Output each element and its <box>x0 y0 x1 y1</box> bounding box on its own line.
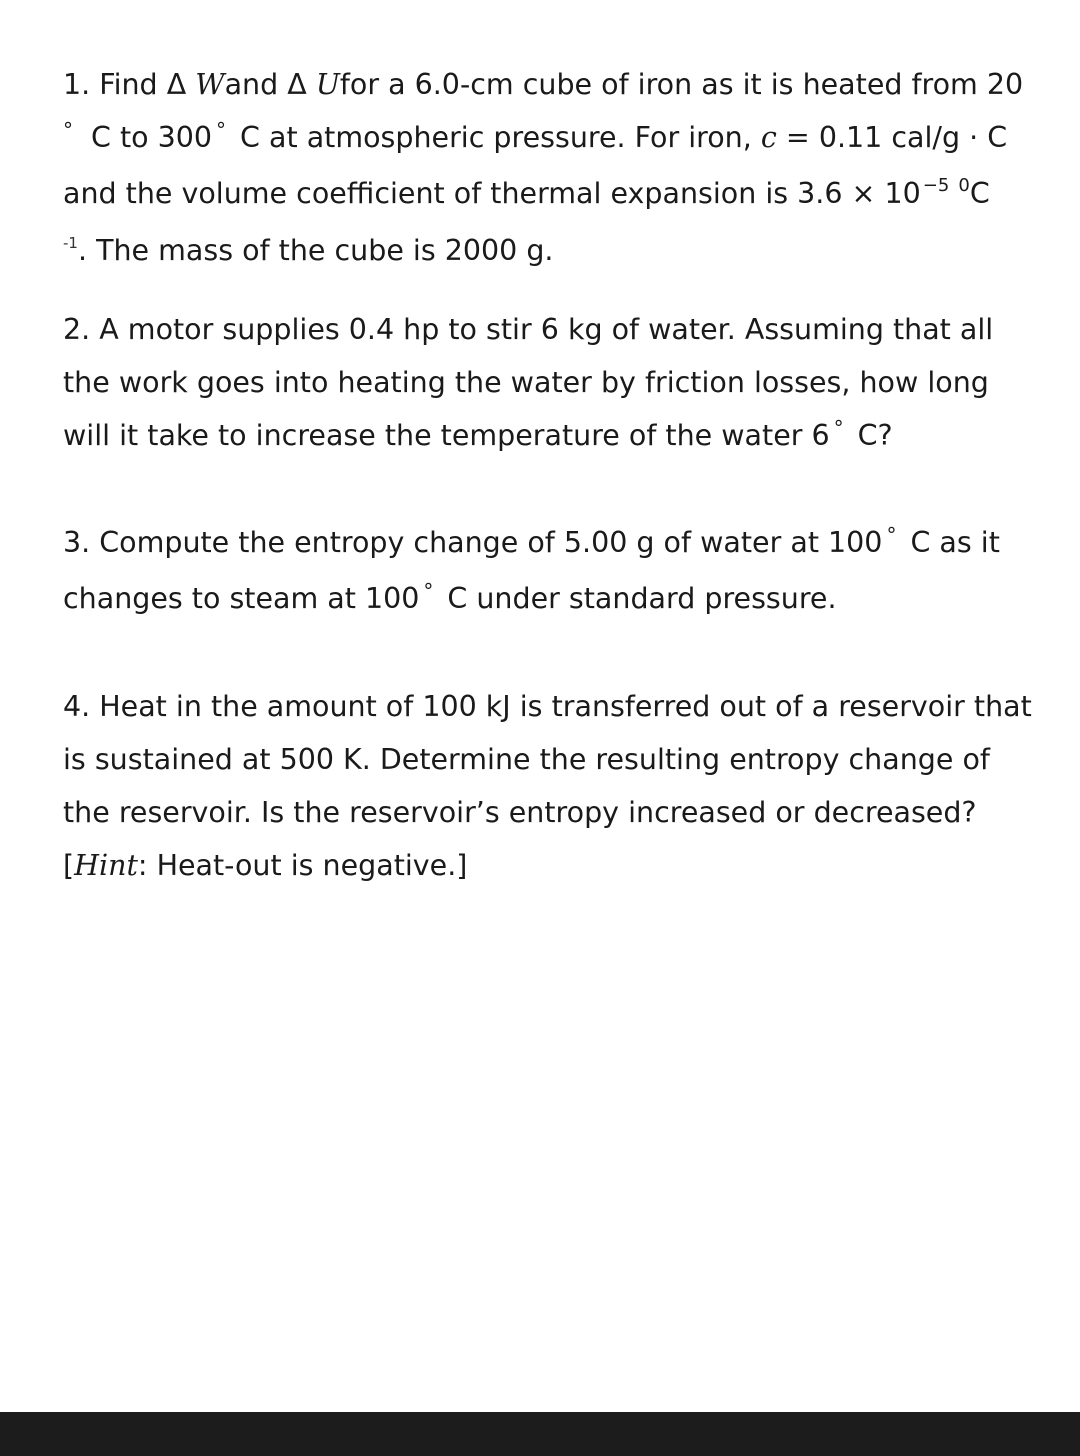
degree-symbol: ° <box>886 523 897 547</box>
problem-4-line-2: is sustained at 500 K. Determine the resulting entropy change of <box>63 743 990 776</box>
text: 3. Compute the entropy change of 5.00 g of water at 100 <box>63 526 883 559</box>
unit: C <box>969 177 990 210</box>
problem-2 <box>63 303 1053 465</box>
problem-2-line-2: the work goes into heating the water by friction losses, how long <box>63 366 989 399</box>
degree-symbol: ° <box>833 416 844 440</box>
problem-1-line-4 <box>63 224 1053 282</box>
problem-4-line-1: 4. Heat in the amount of 100 kJ is transferred out of a reservoir that <box>63 690 1032 723</box>
colon: : <box>137 849 148 882</box>
text: C at atmospheric pressure. For iron, <box>240 121 761 154</box>
degree-symbol: ° <box>216 118 227 142</box>
text: changes to steam at 100 <box>63 582 420 615</box>
text: C as it <box>910 526 1000 559</box>
problem-1-line-3 <box>63 167 1053 224</box>
energy-variable: U <box>315 68 340 101</box>
exponent: -1 <box>63 234 78 252</box>
problem-3-line-2 <box>63 572 1053 628</box>
delta-symbol: Δ <box>166 68 187 101</box>
problem-1 <box>63 58 1053 282</box>
degree-symbol: ° <box>423 579 434 603</box>
text: C? <box>857 419 893 452</box>
exponent: −5 <box>922 175 950 196</box>
problem-1-line-1 <box>63 58 1053 111</box>
text: and the volume coefficient of thermal expansion is 3.6 × 10 <box>63 177 921 210</box>
delta-symbol: Δ <box>287 68 307 101</box>
hint-label: Hint <box>74 849 138 882</box>
problem-3 <box>63 516 1053 628</box>
text: and <box>224 68 288 101</box>
text: . The mass of the cube is 2000 g. <box>77 234 554 267</box>
work-variable: W <box>195 68 225 101</box>
bottom-navigation-bar <box>0 1412 1080 1456</box>
problem-3-line-1 <box>63 516 1053 572</box>
specific-heat-value: 0.11 cal/g · C <box>818 121 1008 154</box>
problem-4 <box>63 680 1053 892</box>
specific-heat-variable: c <box>760 121 777 154</box>
text: C under standard pressure. <box>447 582 837 615</box>
problem-list <box>63 58 1053 892</box>
bracket: ] <box>456 849 468 882</box>
degree-superscript: 0 <box>958 175 970 196</box>
bracket: [ <box>63 849 75 882</box>
problem-2-line-1: 2. A motor supplies 0.4 hp to stir 6 kg of water. Assuming that all <box>63 313 994 346</box>
text: will it take to increase the temperature of the water 6 <box>63 419 830 452</box>
text: 1. Find <box>63 68 167 101</box>
problem-4-hint <box>63 839 1053 892</box>
problem-4-line-3: the reservoir. Is the reservoir’s entropy increased or decreased? <box>63 796 977 829</box>
problem-2-line-3 <box>63 409 1053 465</box>
text: for a 6.0-cm cube of iron as it is heated from 20 <box>339 68 1024 101</box>
degree-symbol: ° <box>63 118 73 142</box>
problem-1-line-2 <box>63 111 1053 167</box>
hint-text: Heat-out is negative. <box>147 849 457 882</box>
text: C to 300 <box>91 121 213 154</box>
equals-sign: = <box>776 121 819 154</box>
